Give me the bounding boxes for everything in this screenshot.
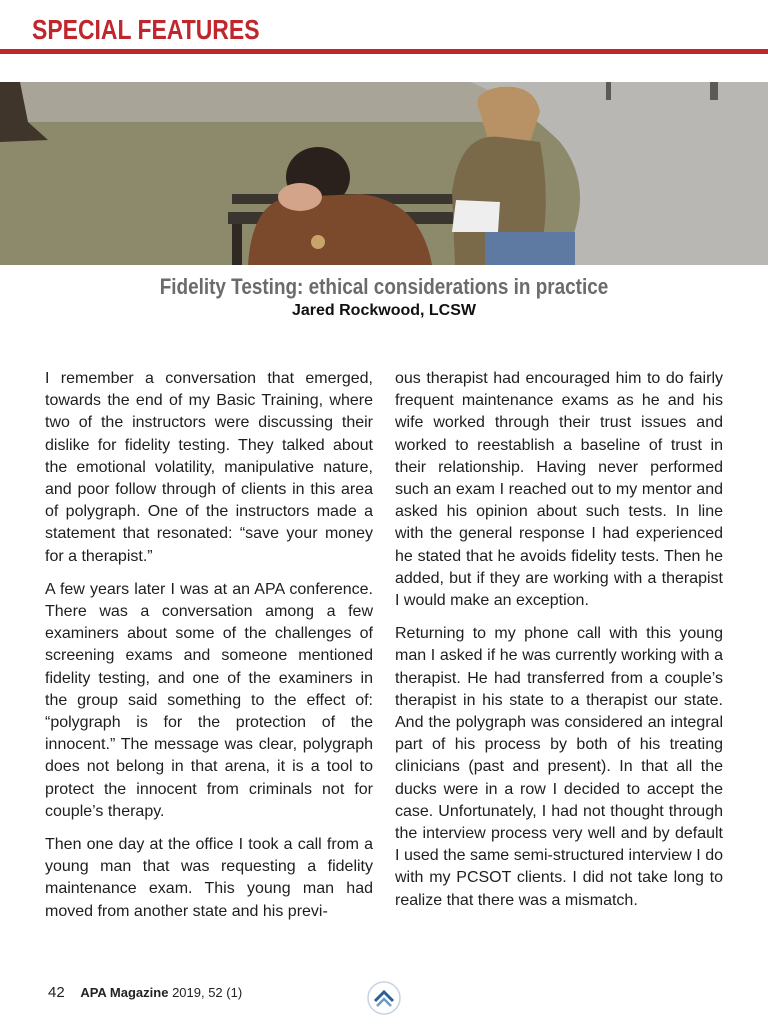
paragraph: Then one day at the office I took a call from a young man that was requesting a fidelity maintenance exam. This young man had moved from another state and his previ-	[45, 836, 373, 920]
scroll-up-icon[interactable]	[366, 980, 402, 1016]
left-column	[45, 368, 373, 934]
page-number: 42	[48, 984, 65, 1001]
right-column	[395, 368, 723, 923]
paragraph: ous therapist had encouraged him to do fairly frequent maintenance exams as he and his wife worked through their trust issues and worked to reestablish a baseline of trust in their relationship. Having never performed such an exam I reached out to my mentor and asked his opinion about such tests. In line with the general response I had experienced he stated that he avoids fidelity tests. Then he added, but if they are working with a therapist I would make an exception.	[395, 370, 723, 610]
paragraph: A few years later I was at an APA conference. There was a conversation among a few examiners about some of the challenges of screening exams and someone mentioned fidelity testing, and one of the examiners in the group said something to the effect of: “polygraph is for the protection of the innocent.” The message was clear, polygraph does not belong in that arena, it is a tool to protect the innocent from criminals not for couple’s therapy.	[45, 580, 373, 820]
article-author: Jared Rockwood, LCSW	[291, 302, 477, 319]
issue-info: 2019, 52 (1)	[172, 985, 243, 1000]
section-title: SPECIAL FEATURES	[32, 14, 260, 45]
article-photo	[0, 82, 768, 265]
paragraph: I remember a conversation that emerged, towards the end of my Basic Training, where two of the instructors were discussing their dislike for fidelity testing. They talked about the emotional volatility, manipulative nature, and poor follow through of clients in this area of polygraph. One of the instructors made a statement that resonated: “save your money for a therapist.”	[45, 370, 373, 565]
header-rule	[0, 49, 768, 54]
page-footer	[48, 984, 242, 1001]
paragraph: Returning to my phone call with this young man I asked if he was currently working with a therapist. He had transferred from a couple’s therapist in his state to a therapist our state. And the polygraph was considered an integral part of his process by both of his treating clinicians (past and present). In that all the ducks were in a row I decided to accept the case. Unfortunately, I had not thought through the interview process very well and by default I used the same semi-structured interview I do with my PCSOT clients. I did not take long to realize that there was a mismatch.	[395, 625, 723, 909]
article-title: Fidelity Testing: ethical considerations in practice	[159, 274, 609, 299]
magazine-name: APA Magazine	[80, 985, 169, 1000]
